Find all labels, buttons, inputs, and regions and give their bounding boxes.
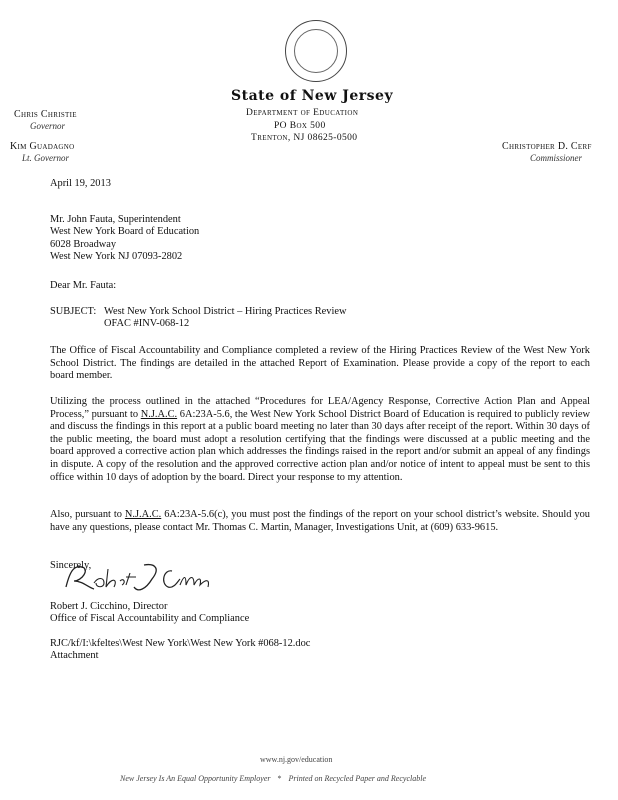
- paragraph-3-part-a: Also, pursuant to: [50, 509, 125, 520]
- recipient-address: [50, 214, 199, 264]
- subject-line-1: West New York School District – Hiring Practices Review: [104, 306, 347, 317]
- footer-employer: New Jersey Is An Equal Opportunity Employer: [120, 774, 271, 783]
- commissioner-name: Christopher D. Cerf: [502, 141, 592, 152]
- paragraph-3-citation: N.J.A.C.: [124, 509, 162, 520]
- letter-date: April 19, 2013: [50, 178, 111, 189]
- recipient-line-1: Mr. John Fauta, Superintendent: [50, 214, 181, 225]
- department-name: Department of Education: [246, 108, 359, 118]
- footer-paper: Printed on Recycled Paper and Recyclable: [288, 774, 426, 783]
- state-name: State of New Jersey: [231, 88, 394, 104]
- governor-title: Governor: [30, 121, 65, 131]
- file-reference: RJC/kf/I:\kfeltes\West New York\West New York #068-12.doc: [50, 638, 311, 649]
- paragraph-2-part-b: 6A:23A-5.6, the West New York School District Board of Education is required to publicly review and discuss the findings in this report at a public board meeting no later than 30 days after receipt of the report. Within 30 days of the public meeting, the board must adopt a resolution certifying that the findings were discussed at a public meeting and the board approved a corrective action plan which addresses the findings raised in the report and/or submit an appeal of any findings in dispute. A copy of the resolution and the approved corrective action plan and/or notice of intent to appeal must be sent to this office within 10 days of adoption by the board. Direct your response to my attention.: [50, 408, 590, 483]
- closing: Sincerely,: [50, 560, 92, 571]
- footer-statement: [120, 774, 426, 783]
- attachment-note: Attachment: [50, 650, 99, 661]
- footer-separator: *: [277, 774, 282, 783]
- lt-governor-name: Kim Guadagno: [10, 141, 75, 152]
- signer-name-title: Robert J. Cicchino, Director: [50, 601, 168, 612]
- recipient-line-2: West New York Board of Education: [50, 226, 200, 238]
- handwritten-signature: [60, 561, 220, 595]
- paragraph-3: [50, 509, 590, 534]
- paragraph-2-part-a: Utilizing the process outlined in the attached “Procedures for LEA/Agency Response, Corrective Action Plan and Appeal Process,” pursuant to: [50, 396, 590, 420]
- lt-governor-title: Lt. Governor: [22, 153, 69, 163]
- paragraph-3-part-b: 6A:23A-5.6(c), you must post the findings of the report on your school district’s website. Should you have any questions, please contact Mr. Thomas C. Martin, Manager, Investigations Unit, at (609) 633-9615.: [50, 509, 590, 533]
- governor-name: Chris Christie: [14, 109, 77, 120]
- footer-url: www.nj.gov/education: [260, 755, 333, 764]
- paragraph-2: [50, 396, 590, 484]
- recipient-line-3: 6028 Broadway: [50, 238, 117, 250]
- subject-line-2: OFAC #INV-068-12: [104, 318, 190, 329]
- commissioner-title: Commissioner: [530, 153, 583, 163]
- po-box: PO Box 500: [274, 121, 326, 131]
- salutation: Dear Mr. Fauta:: [50, 280, 117, 291]
- state-seal: [285, 20, 347, 82]
- city-address: Trenton, NJ 08625-0500: [251, 133, 358, 143]
- recipient-line-4: West New York NJ 07093-2802: [50, 251, 183, 263]
- paragraph-2-citation: N.J.A.C.: [140, 408, 178, 420]
- signer-office: Office of Fiscal Accountability and Compliance: [50, 613, 250, 624]
- subject-label: SUBJECT:: [50, 306, 97, 317]
- seal-inner-ring: [294, 29, 338, 73]
- paragraph-1: The Office of Fiscal Accountability and Compliance completed a review of the Hiring Practices Review of the West New York School District. The findings are detailed in the attached Report of Examination. Please provide a copy of the report to each board member.: [50, 345, 590, 382]
